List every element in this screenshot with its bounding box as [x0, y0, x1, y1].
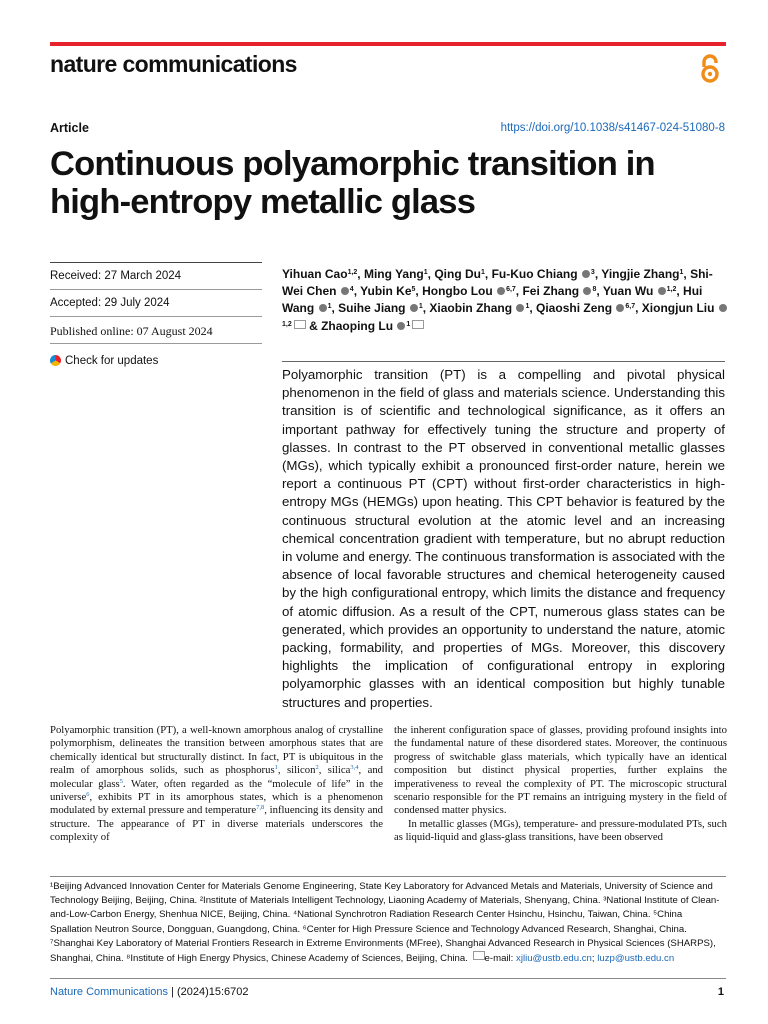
- body-paragraph: the inherent configuration space of glasses, providing profound insights into the fundamental nature of these disordered states. Moreover, the continuous progress of switchable glass materials, which typically have an identical composition but distinct physical properties, further explains the imperativeness to reveal the complexity of PT. The microscopic structural scenario responsible for the PT remains an intriguing mystery in the field of condensed matter physics.: [394, 724, 727, 817]
- body-paragraph: Polyamorphic transition (PT), a well-known amorphous analog of crystalline polymorphism, delineates the transition between amorphous states that are chemically identical but structurally distinct. In fact, PT is ubiquitous in the realm of amorphous solids, such as phosphorus$^1$, silicon$^2$, silica$^{3,4}$, and molecular glass$^5$. Water, often regarded as the “molecule of life” in the universe$^6$, exhibits PT in its amorphous states, which is a phenomenon modulated by external pressure and temperature$^{7,8}$, influencing its density and structure. The appearance of PT in diverse materials underscores the complexity of: [50, 724, 384, 844]
- author-name: Fei Zhang: [522, 284, 580, 299]
- footer-divider: [50, 978, 726, 979]
- author-name: Yihuan Cao: [282, 267, 348, 281]
- author-affiliation-number: 1,2: [282, 320, 292, 328]
- author-name: Xiaobin Zhang: [429, 301, 513, 316]
- reference-link[interactable]: 1: [274, 764, 278, 772]
- header-accent-bar: [50, 42, 726, 46]
- author-affiliation-number: 4: [349, 286, 354, 294]
- orcid-icon[interactable]: [582, 270, 590, 278]
- published-date: Published online: 07 August 2024: [50, 316, 262, 343]
- check-for-updates-label: Check for updates: [65, 354, 159, 367]
- email-label: e-mail:: [484, 953, 514, 965]
- article-title: Continuous polyamorphic transition in high-entropy metallic glass: [50, 145, 655, 221]
- author-name: Shi-Wei Chen: [282, 267, 713, 299]
- author-affiliation-number: 1: [525, 303, 530, 311]
- email-icon[interactable]: [294, 320, 306, 329]
- body-paragraph: In metallic glasses (MGs), temperature- and pressure-modulated PTs, such as liquid-liquid and glass-glass transitions, have been observed: [394, 817, 727, 844]
- received-date: Received: 27 March 2024: [50, 262, 262, 289]
- orcid-icon[interactable]: [516, 304, 524, 312]
- journal-name: nature communications: [50, 51, 297, 77]
- reference-link[interactable]: 7,8: [256, 804, 265, 812]
- author-name: Yingjie Zhang: [601, 267, 680, 281]
- author-name: Qiaoshi Zeng: [536, 301, 613, 316]
- author-affiliation-number: 1,2: [347, 269, 358, 276]
- author-list: Yihuan Cao$^{1,2}$, Ming Yang$^1$, Qing Du$^1$, Fu-Kuo Chiang $^3$, Yingjie Zhang$^1$, Shi-Wei Chen $^4$, Yubin Ke$^5$, Hongbo Lou $^{6,7}$, Fei Zhang $^8$, Yuan Wu $^{1,2}$, Hui Wang $^1$, Suihe Jiang $^1$, Xiaobin Zhang $^1$, Qiaoshi Zeng $^{6,7}$, Xiongjun Liu $^{1,2}$ & Zhaoping Lu $^1$: [282, 266, 732, 335]
- open-access-icon[interactable]: [698, 54, 722, 84]
- orcid-icon[interactable]: [616, 304, 624, 312]
- footer-citation: [50, 986, 249, 998]
- email-icon: [473, 951, 485, 960]
- author-name: Qing Du: [434, 267, 482, 281]
- orcid-icon[interactable]: [583, 287, 591, 295]
- author-name: Hongbo Lou: [422, 284, 493, 299]
- check-updates-icon: [50, 355, 61, 366]
- author-affiliation-number: 1,2: [666, 286, 677, 294]
- author-name: Xiongjun Liu: [641, 301, 715, 316]
- orcid-icon[interactable]: [397, 322, 405, 330]
- author-affiliation-number: 1: [327, 303, 332, 311]
- footer-journal-link[interactable]: Nature Communications: [50, 986, 168, 998]
- email-link[interactable]: xjliu@ustb.edu.cn: [516, 953, 592, 965]
- author-affiliation-number: 6,7: [506, 286, 516, 294]
- author-name: Ming Yang: [363, 267, 424, 281]
- email-link[interactable]: luzp@ustb.edu.cn: [597, 953, 675, 965]
- orcid-icon[interactable]: [319, 304, 327, 312]
- author-name: Hui Wang: [282, 284, 703, 316]
- orcid-icon[interactable]: [497, 287, 505, 295]
- reference-link[interactable]: 3,4: [350, 764, 359, 772]
- author-affiliation-number: 1: [481, 269, 485, 276]
- reference-link[interactable]: 6: [86, 791, 90, 799]
- author-affiliation-number: 1: [679, 269, 684, 276]
- article-type: Article: [50, 121, 89, 135]
- dates-panel: [50, 262, 262, 370]
- affiliations: ¹Beijing Advanced Innovation Center for Materials Genome Engineering, State Key Laboratory for Advanced Metals and Materials, University of Science and Technology Beijing, Beijing, China. ²Institute of Materials Intelligent Technology, Liaoning Academy of Materials, Shenyang, China. ³National Institute of Clean-and-Low-Carbon Energy, Shenhua NICE, Beijing, China. ⁴National Synchrotron Radiation Research Center Hsinchu, Hsinchu, Taiwan, China. ⁵China Spallation Neutron Source, Dongguan, Guangdong, China. ⁶Center for High Pressure Science and Technology Advanced Research, Shanghai, China. ⁷Shanghai Key Laboratory of Material Frontiers Research in Extreme Environments (MFree), Shanghai Advanced Research in Physical Sciences (SHARPS), Shanghai, China. ⁸Institute of High Energy Physics, Chinese Academy of Sciences, Beijing, China. e-mail: xjliu@ustb.edu.cn; luzp@ustb.edu.cn: [50, 876, 726, 966]
- accepted-date: Accepted: 29 July 2024: [50, 289, 262, 316]
- check-for-updates-button[interactable]: [50, 343, 262, 370]
- author-affiliation-number: 1: [423, 269, 428, 276]
- author-name: Suihe Jiang: [338, 301, 406, 316]
- orcid-icon[interactable]: [341, 287, 349, 295]
- affiliation-text: ¹Beijing Advanced Innovation Center for Materials Genome Engineering, State Key Laboratory for Advanced Metals and Materials, University of Science and Technology Beijing, Beijing, China. ²Institute of Materials Intelligent Technology, Liaoning Academy of Materials, Shenyang, China. ³National Institute of Clean-and-Low-Carbon Energy, Shenhua NICE, Beijing, China. ⁴National Synchrotron Radiation Research Center Hsinchu, Hsinchu, Taiwan, China. ⁵China Spallation Neutron Source, Dongguan, Guangdong, China. ⁶Center for High Pressure Science and Technology Advanced Research, Shanghai, China. ⁷Shanghai Key Laboratory of Material Frontiers Research in Extreme Environments (MFree), Shanghai Advanced Research in Physical Sciences (SHARPS), Shanghai, China. ⁸Institute of High Energy Physics, Chinese Academy of Sciences, Beijing, China.: [50, 881, 720, 965]
- author-name: Zhaoping Lu: [321, 318, 394, 333]
- author-affiliation-number: 6,7: [625, 303, 636, 311]
- reference-link[interactable]: 5: [119, 777, 123, 785]
- author-affiliation-number: 5: [411, 286, 416, 294]
- orcid-icon[interactable]: [410, 304, 418, 312]
- orcid-icon[interactable]: [658, 287, 666, 295]
- author-affiliation-number: 3: [590, 269, 595, 276]
- email-icon[interactable]: [412, 320, 424, 329]
- reference-link[interactable]: 2: [315, 764, 319, 772]
- page-number: 1: [717, 986, 724, 998]
- author-affiliation-number: 1: [418, 303, 423, 311]
- author-name: Yuan Wu: [602, 284, 654, 299]
- doi-link[interactable]: https://doi.org/10.1038/s41467-024-51080-8: [500, 122, 725, 134]
- author-name: Fu-Kuo Chiang: [491, 267, 578, 281]
- body-column-right: [394, 724, 727, 845]
- footer-volume: | (2024)15:6702: [168, 986, 249, 998]
- author-name: Yubin Ke: [360, 284, 412, 299]
- abstract: Polyamorphic transition (PT) is a compelling and pivotal physical phenomenon in the field of glass and materials science. Understanding this transition is of scientific and technological significance, as it offers an important pathway for effectively tuning the structure and property of glasses. In contrast to the PT observed in conventional metallic glasses (MGs), which typically exhibit a pronounced first-order nature, herein we report a continuous PT (CPT) without first-order characteristics in high-entropy MGs (HEMGs) upon heating. This CPT behavior is featured by the continuous structural evolution at the atomic level and an increasing chemical concentration gradient with temperature, but no abrupt reduction in volume and energy. The continuous transformation is associated with the absence of local favorable structures and chemical heterogeneity caused by the high configurational entropy, which limits the distance and frequency of atomic diffusion. As a result of the CPT, numerous glass states can be generated, which provides an opportunity to understand the nature, atomic packing, formability, and properties of MGs. Moreover, this discovery highlights the implication of configurational entropy in exploring polyamorphic glasses with an identical composition but highly tunable structures and properties.: [282, 361, 725, 712]
- author-affiliation-number: 8: [592, 286, 597, 294]
- body-column-left: [50, 724, 383, 845]
- orcid-icon[interactable]: [719, 304, 727, 312]
- author-affiliation-number: 1: [406, 320, 411, 328]
